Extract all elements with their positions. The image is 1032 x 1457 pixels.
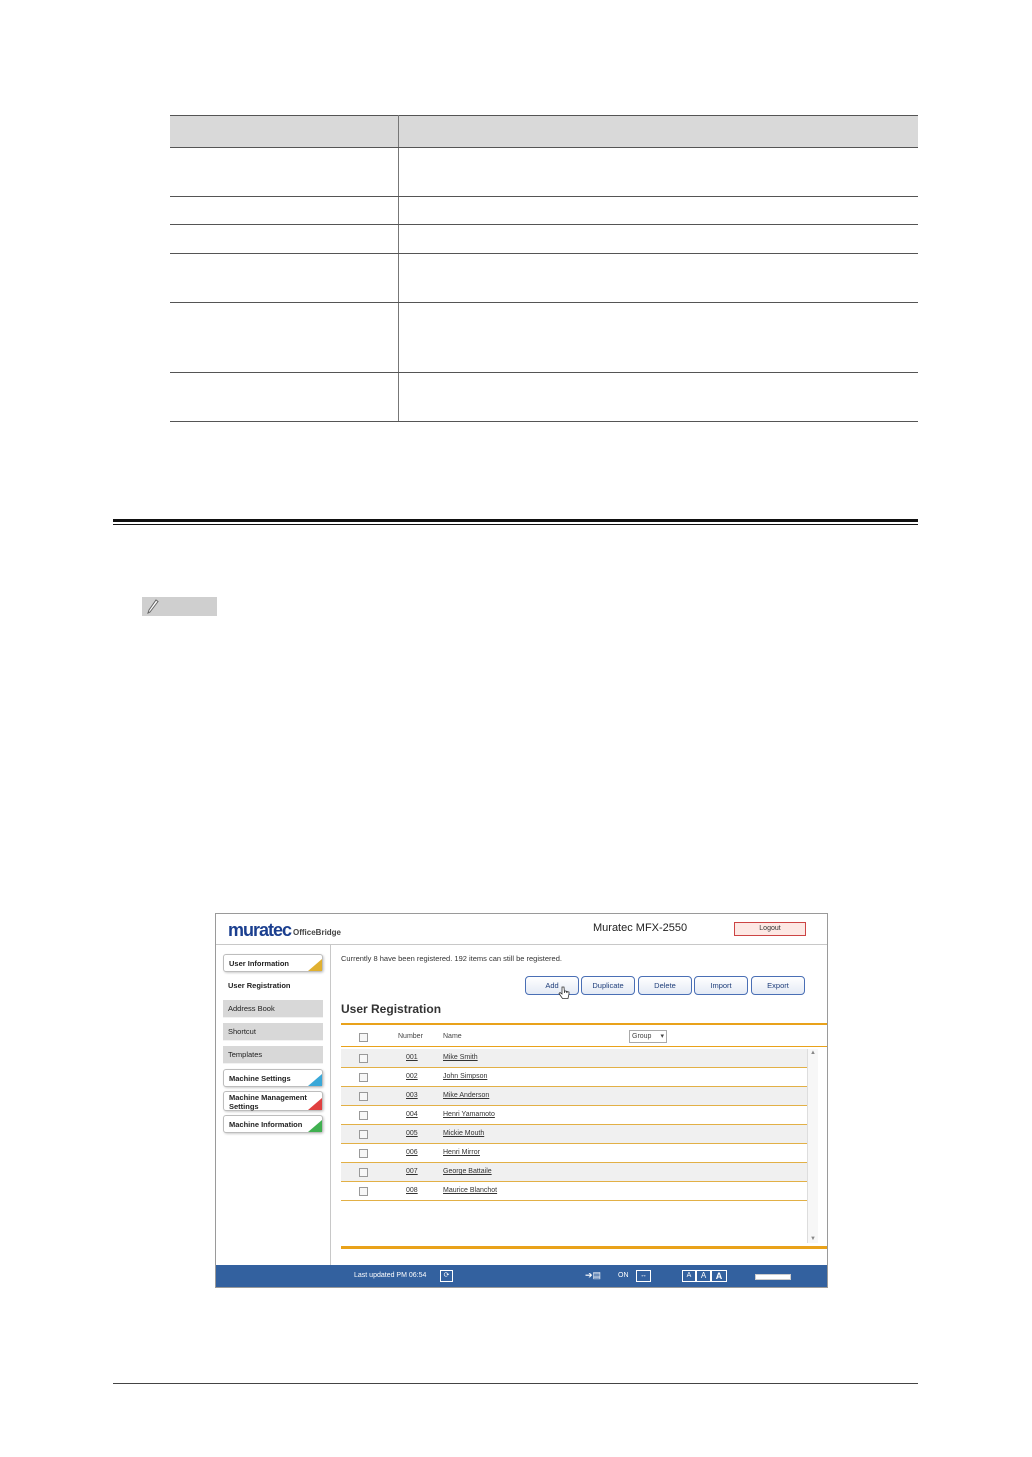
table-top-rule bbox=[341, 1023, 827, 1025]
registration-status: Currently 8 have been registered. 192 items can still be registered. bbox=[341, 954, 562, 963]
sidebar-item-machine-information[interactable] bbox=[223, 1115, 323, 1133]
table-row bbox=[341, 1049, 807, 1068]
sidebar-item-address-book[interactable] bbox=[223, 1000, 323, 1018]
list-scrollbar[interactable] bbox=[807, 1049, 818, 1243]
officebridge-logo: OfficeBridge bbox=[293, 928, 342, 937]
info-table-header bbox=[170, 116, 918, 148]
main-content bbox=[331, 945, 827, 1265]
info-table-row bbox=[170, 303, 918, 373]
table-row bbox=[341, 1144, 807, 1163]
note-tag bbox=[142, 597, 217, 616]
info-table-row bbox=[170, 254, 918, 303]
status-bar bbox=[216, 1265, 827, 1287]
login-status-icon: ➔▤ bbox=[585, 1270, 602, 1280]
refresh-icon[interactable]: ⟳ bbox=[440, 1270, 453, 1282]
model-name: Muratec MFX-2550 bbox=[593, 922, 688, 934]
user-name-link[interactable]: Henri Mirror bbox=[443, 1149, 480, 1156]
pencil-icon bbox=[146, 598, 160, 614]
select-all-checkbox[interactable] bbox=[359, 1033, 368, 1042]
group-select[interactable] bbox=[629, 1030, 667, 1043]
font-size-medium-button[interactable]: A bbox=[696, 1270, 711, 1282]
table-bottom-rule bbox=[341, 1246, 827, 1249]
info-table-row bbox=[170, 197, 918, 225]
scroll-down-icon[interactable]: ▼ bbox=[810, 1236, 816, 1242]
table-header-rule bbox=[341, 1046, 827, 1047]
user-name-link[interactable]: Henri Yamamoto bbox=[443, 1111, 495, 1118]
table-row bbox=[341, 1106, 807, 1125]
muratec-logo: muratec bbox=[228, 920, 292, 940]
user-number-link[interactable]: 002 bbox=[406, 1073, 418, 1080]
user-list bbox=[341, 1049, 807, 1201]
row-checkbox[interactable] bbox=[359, 1111, 368, 1120]
user-name-link[interactable]: Mike Smith bbox=[443, 1054, 478, 1061]
switch-icon[interactable]: ↔ bbox=[636, 1270, 651, 1282]
last-updated: Last updated PM 06:54 bbox=[354, 1272, 427, 1279]
logout-button[interactable]: Logout bbox=[734, 922, 806, 936]
table-row bbox=[341, 1125, 807, 1144]
header-cell-item bbox=[170, 116, 399, 148]
sidebar-item-label: Address Book bbox=[228, 1004, 275, 1013]
row-checkbox[interactable] bbox=[359, 1054, 368, 1063]
user-name-link[interactable]: John Simpson bbox=[443, 1073, 488, 1080]
group-select-value: Group bbox=[632, 1033, 652, 1040]
app-header bbox=[216, 914, 827, 945]
add-button[interactable]: Add bbox=[525, 976, 579, 995]
info-table-row bbox=[170, 373, 918, 422]
dropdown-arrow-icon: ▾ bbox=[660, 1033, 664, 1040]
info-table-row bbox=[170, 225, 918, 254]
section-divider-thin bbox=[113, 524, 918, 525]
user-name-link[interactable]: Mike Anderson bbox=[443, 1092, 490, 1099]
user-number-link[interactable]: 007 bbox=[406, 1168, 418, 1175]
delete-button[interactable]: Delete bbox=[638, 976, 692, 995]
row-checkbox[interactable] bbox=[359, 1130, 368, 1139]
sidebar-item-label: Machine Information bbox=[229, 1120, 303, 1129]
section-divider bbox=[113, 519, 918, 522]
sidebar-item-templates[interactable] bbox=[223, 1046, 323, 1064]
progress-bar bbox=[755, 1274, 791, 1280]
info-table bbox=[170, 115, 918, 422]
sidebar-item-machine-settings[interactable] bbox=[223, 1069, 323, 1087]
table-row bbox=[341, 1163, 807, 1182]
corner-accent-icon bbox=[308, 1074, 322, 1086]
sidebar-item-user-information[interactable] bbox=[223, 954, 323, 972]
hand-cursor-icon bbox=[558, 986, 570, 1000]
column-name: Name bbox=[443, 1033, 462, 1040]
row-checkbox[interactable] bbox=[359, 1092, 368, 1101]
sidebar-item-user-registration[interactable] bbox=[223, 977, 323, 995]
user-number-link[interactable]: 008 bbox=[406, 1187, 418, 1194]
user-number-link[interactable]: 003 bbox=[406, 1092, 418, 1099]
status-on: ON bbox=[618, 1272, 629, 1279]
row-checkbox[interactable] bbox=[359, 1187, 368, 1196]
row-checkbox[interactable] bbox=[359, 1073, 368, 1082]
sidebar-item-label: Shortcut bbox=[228, 1027, 256, 1036]
table-row bbox=[341, 1182, 807, 1201]
column-number: Number bbox=[398, 1033, 423, 1040]
sidebar-item-label: User Registration bbox=[228, 981, 291, 990]
info-table-row bbox=[170, 148, 918, 197]
font-size-large-button[interactable]: A bbox=[711, 1270, 727, 1282]
corner-accent-icon bbox=[308, 959, 322, 971]
page-title: User Registration bbox=[341, 1002, 442, 1016]
header-cell-description bbox=[399, 116, 919, 148]
duplicate-button[interactable]: Duplicate bbox=[581, 976, 635, 995]
web-ui-screenshot bbox=[215, 913, 828, 1288]
user-name-link[interactable]: Mickie Mouth bbox=[443, 1130, 485, 1137]
user-number-link[interactable]: 001 bbox=[406, 1054, 418, 1061]
user-number-link[interactable]: 006 bbox=[406, 1149, 418, 1156]
table-row bbox=[341, 1087, 807, 1106]
row-checkbox[interactable] bbox=[359, 1168, 368, 1177]
corner-accent-icon bbox=[308, 1098, 322, 1110]
sidebar-item-label: Machine Settings bbox=[229, 1074, 291, 1083]
font-size-small-button[interactable]: A bbox=[682, 1270, 696, 1282]
scroll-up-icon[interactable]: ▲ bbox=[810, 1050, 816, 1056]
corner-accent-icon bbox=[308, 1120, 322, 1132]
sidebar-item-label: User Information bbox=[229, 959, 290, 968]
user-number-link[interactable]: 004 bbox=[406, 1111, 418, 1118]
table-header bbox=[341, 1027, 827, 1047]
sidebar-item-machine-management-settings[interactable] bbox=[223, 1091, 323, 1111]
export-button[interactable]: Export bbox=[751, 976, 805, 995]
sidebar bbox=[216, 945, 331, 1265]
footer-rule bbox=[113, 1383, 918, 1384]
sidebar-item-label: Machine Management Settings bbox=[229, 1093, 307, 1111]
table-row bbox=[341, 1068, 807, 1087]
import-button[interactable]: Import bbox=[694, 976, 748, 995]
user-name-link[interactable]: George Battaile bbox=[443, 1168, 492, 1175]
row-checkbox[interactable] bbox=[359, 1149, 368, 1158]
sidebar-item-shortcut[interactable] bbox=[223, 1023, 323, 1041]
user-name-link[interactable]: Maurice Blanchot bbox=[443, 1187, 498, 1194]
user-number-link[interactable]: 005 bbox=[406, 1130, 418, 1137]
sidebar-item-label: Templates bbox=[228, 1050, 263, 1059]
